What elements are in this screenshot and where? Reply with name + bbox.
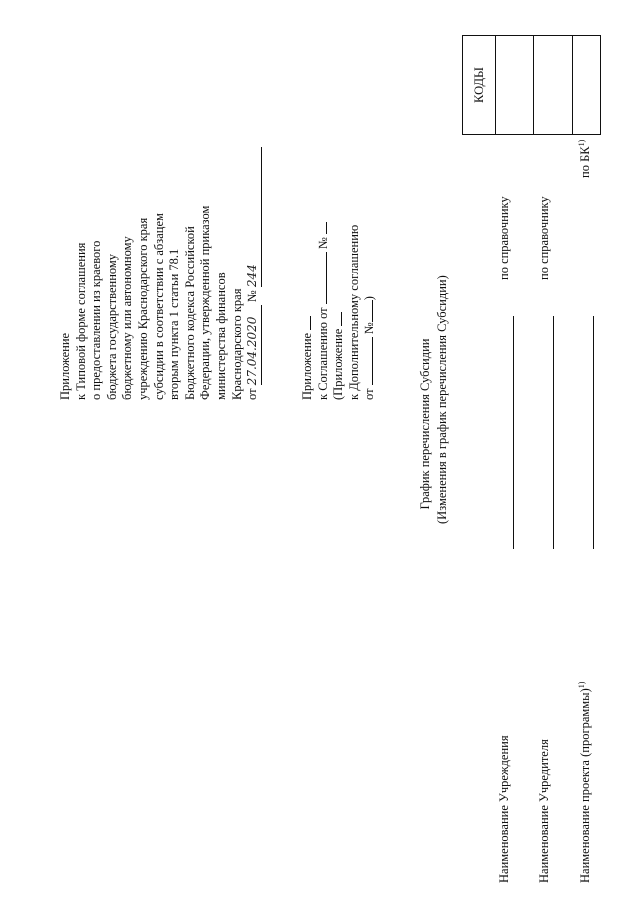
agreement-line	[316, 222, 332, 400]
agreement-appendix-label: Приложение	[300, 332, 314, 400]
agreement-line	[362, 222, 378, 400]
project-field[interactable]	[593, 316, 594, 549]
appendix-main	[58, 147, 262, 400]
agreement-date-field[interactable]	[326, 252, 327, 304]
agreement-number-field[interactable]	[326, 222, 327, 234]
code-label-project	[577, 140, 593, 178]
code-label-founder: по справочнику	[537, 196, 551, 280]
appendix-line: Краснодарского края	[229, 288, 244, 400]
appendix-line: к Типовой форме соглашения	[73, 242, 88, 400]
order-date: 27.04.2020	[245, 305, 262, 385]
appendix-line: учреждению Краснодарского края	[135, 217, 150, 400]
from-label: от	[245, 388, 260, 400]
appendix-line: министерства финансов	[213, 272, 228, 400]
appendix-number-field[interactable]	[310, 316, 311, 330]
appendix-line: субсидии в соответствии с абзацем	[151, 213, 166, 400]
supplementary-appendix-label: (Приложение	[331, 328, 346, 400]
codes-table	[462, 35, 601, 135]
footnote-mark: 1)	[577, 681, 586, 689]
subtitle-line: (Изменения в график перечисления Субсидии)	[435, 275, 449, 524]
from-label: от	[362, 388, 377, 400]
project-label-text: Наименование проекта (программы)	[578, 688, 593, 883]
appendix-line: о предоставлении из краевого	[89, 240, 104, 400]
codes-header: КОДЫ	[463, 36, 496, 135]
institution-field[interactable]	[513, 316, 514, 549]
appendix-line: вторым пункта 1 статьи 78.1	[167, 248, 182, 400]
footnote-mark: 1)	[577, 139, 586, 147]
founder-field[interactable]	[553, 316, 554, 549]
supplementary-number-field[interactable]	[372, 300, 373, 322]
number-label: №	[245, 290, 260, 303]
supplementary-date-field[interactable]	[372, 337, 373, 385]
number-label: №	[315, 237, 330, 250]
appendix-line: бюджета государственному	[104, 253, 119, 400]
supplementary-agreement-label: к Дополнительному соглашению	[346, 224, 361, 400]
agreement-date-label: к Соглашению от	[315, 307, 330, 400]
field-label-institution: Наименование Учреждения	[497, 735, 511, 883]
appendix-line: бюджетному или автономному	[120, 236, 135, 400]
title-line: График перечисления Субсидии	[418, 338, 432, 510]
bk-label-text: по БК	[578, 146, 593, 178]
number-label: №	[362, 322, 377, 335]
agreement-line	[331, 222, 347, 400]
appendix-line: Федерации, утвержденной приказом	[198, 205, 213, 400]
agreement-line	[300, 222, 316, 400]
code-label-institution: по справочнику	[497, 196, 511, 280]
appendix-agreement	[300, 222, 378, 400]
code-cell-institution[interactable]	[496, 36, 534, 135]
appendix-line: Бюджетного кодекса Российской	[182, 226, 197, 400]
appendix-date-row	[245, 147, 262, 400]
page-title	[417, 275, 451, 524]
appendix-line: Приложение	[58, 332, 72, 400]
code-cell-project[interactable]	[573, 36, 601, 135]
field-label-founder: Наименование Учредителя	[537, 739, 551, 883]
closing-paren: )	[362, 296, 377, 301]
field-label-project	[577, 682, 593, 883]
code-cell-founder[interactable]	[534, 36, 573, 135]
order-number: 244	[245, 147, 262, 287]
supplementary-appendix-number-field[interactable]	[341, 312, 342, 326]
